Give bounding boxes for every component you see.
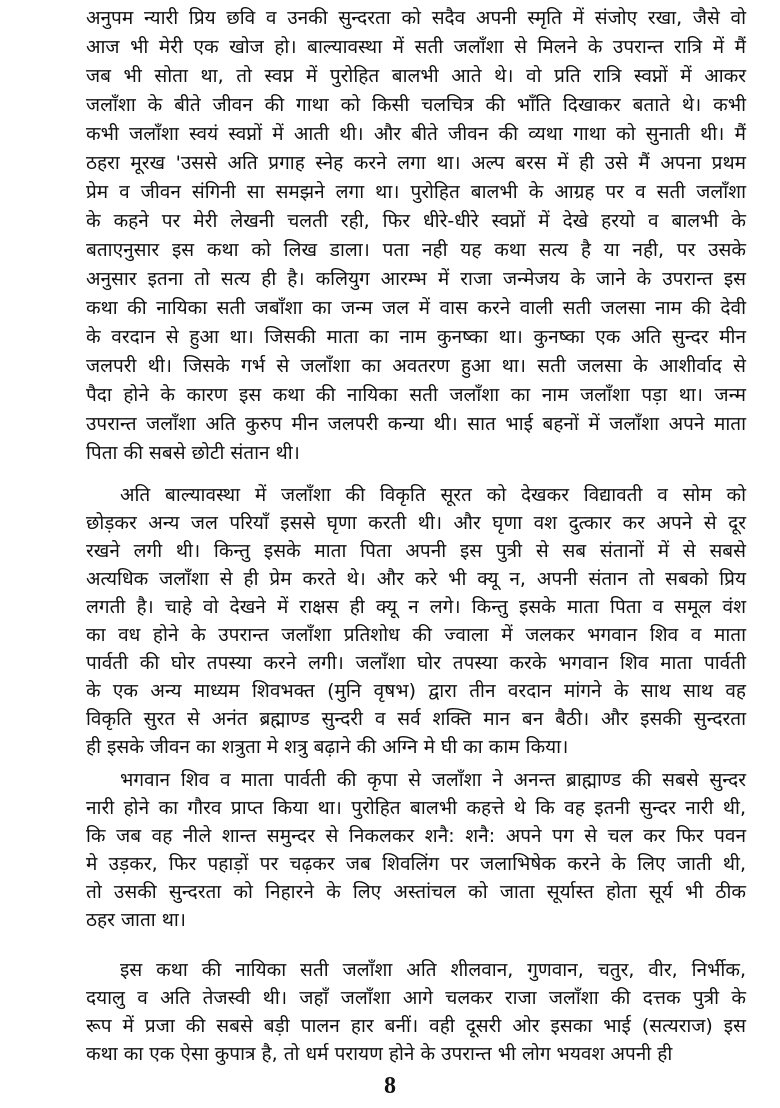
text-line: पैदा होने के कारण इस कथा की नायिका सती जलाँशा का नाम जलाँशा पड़ा था। जन्म	[86, 384, 746, 406]
text-line: कथा की नायिका सती जबाँशा का जन्म जल में वास करने वाली सती जलसा नाम की देवी	[86, 297, 746, 319]
text-line: के वरदान से हुआ था। जिसकी माता का नाम कुनष्का था। कुनष्का एक अति सुन्दर मीन	[86, 326, 746, 348]
paragraph-2	[86, 481, 746, 761]
text-line: भगवान शिव व माता पार्वती की कृपा से जलाँशा ने अनन्त ब्राह्माण्ड की सबसे सुन्दर	[120, 769, 746, 791]
text-line: रखने लगी थी। किन्तु इसके माता पिता अपनी इस पुत्री से सब संतानों में से सबसे	[86, 540, 746, 562]
paragraph-1	[86, 4, 746, 468]
text-line: अनुसार इतना तो सत्य ही है। कलियुग आरम्भ में राजा जन्मेजय के जाने के उपरान्त इस	[86, 268, 746, 290]
text-line: दयालु व अति तेजस्वी थी। जहाँ जलाँशा आगे चलकर राजा जलाँशा की दत्तक पुत्री के	[86, 987, 746, 1009]
text-line: कथा का एक ऐसा कुपात्र है, तो धर्म परायण होने के उपरान्त भी लोग भयवश अपनी ही	[86, 1043, 673, 1065]
text-line: के कहने पर मेरी लेखनी चलती रही, फिर धीरे-धीरे स्वप्नों में देखे हरयो व बालभी के	[86, 210, 746, 232]
paragraph-3	[86, 766, 746, 934]
text-line: विकृति सुरत से अनंत ब्रह्माण्ड सुन्दरी व सर्व शक्ति मान बन बैठी। और इसकी सुन्दरता	[86, 708, 746, 730]
text-line: पार्वती की घोर तपस्या करने लगी। जलाँशा घोर तपस्या करके भगवान शिव माता पार्वती	[86, 652, 746, 674]
text-line: इस कथा की नायिका सती जलाँशा अति शीलवान, गुणवान, चतुर, वीर, निर्भीक,	[120, 959, 746, 981]
text-line: आज भी मेरी एक खोज हो। बाल्यावस्था में सती जलाँशा से मिलने के उपरान्त रात्रि में मैं	[86, 36, 746, 58]
text-line: मे उड़कर, फिर पहाड़ों पर चढ़कर जब शिवलिंग पर जलाभिषेक करने के लिए जाती थी,	[86, 853, 746, 875]
text-line: जलपरी थी। जिसके गर्भ से जलाँशा का अवतरण हुआ था। सती जलसा के आशीर्वाद से	[86, 355, 746, 377]
text-line: जलाँशा के बीते जीवन की गाथा को किसी चलचित्र की भाँति दिखाकर बताते थे। कभी	[86, 94, 746, 116]
text-line: अति बाल्यावस्था में जलाँशा की विकृति सूरत को देखकर विद्यावती व सोम को	[120, 484, 746, 506]
text-line: ठहर जाता था।	[86, 909, 187, 931]
text-line: लगती है। चाहे वो देखने में राक्षस ही क्यू न लगे। किन्तु इसके माता पिता व समूल वंश	[86, 596, 746, 618]
text-line: जब भी सोता था, तो स्वप्न में पुरोहित बालभी आते थे। वो प्रति रात्रि स्वप्नों में आकर	[86, 65, 746, 87]
text-line: का वध होने के उपरान्त जलाँशा प्रतिशोध की ज्वाला में जलकर भगवान शिव व माता	[86, 624, 746, 646]
text-line: उपरान्त जलाँशा अति कुरुप मीन जलपरी कन्या थी। सात भाई बहनों में जलाँशा अपने माता	[86, 413, 746, 435]
paragraph-4	[86, 956, 746, 1068]
text-line: अत्यधिक जलाँशा से ही प्रेम करते थे। और करे भी क्यू न, अपनी संतान तो सबको प्रिय	[86, 568, 746, 590]
text-line: कभी जलाँशा स्वयं स्वप्नों में आती थी। और बीते जीवन की व्यथा गाथा को सुनाती थी। मैं	[86, 123, 746, 145]
text-line: बताएनुसार इस कथा को लिख डाला। पता नही यह कथा सत्य है या नही, पर उसके	[86, 239, 746, 261]
text-line: तो उसकी सुन्दरता को निहारने के लिए अस्तांचल को जाता सूर्यास्त होता सूर्य भी ठीक	[86, 881, 746, 903]
text-line: पिता की सबसे छोटी संतान थी।	[86, 442, 300, 464]
text-line: ठहरा मूरख 'उससे अति प्रगाह स्नेह करने लगा था। अल्प बरस में ही उसे मैं अपना प्रथम	[86, 152, 746, 174]
text-line: अनुपम न्यारी प्रिय छवि व उनकी सुन्दरता को सदैव अपनी स्मृति में संजोए रखा, जैसे वो	[86, 7, 746, 29]
page-number: 8	[384, 1073, 396, 1099]
text-line: ही इसके जीवन का शत्रुता मे शत्रु बढ़ाने की अग्नि मे घी का काम किया।	[86, 736, 569, 758]
text-line: रूप में प्रजा की सबसे बड़ी पालन हार बनीं। वही दूसरी ओर इसका भाई (सत्यराज) इस	[86, 1015, 746, 1037]
text-line: प्रेम व जीवन संगिनी सा समझने लगा था। पुरोहित बालभी के आग्रह पर व सती जलाँशा	[86, 181, 746, 203]
text-line: कि जब वह नीले शान्त समुन्दर से निकलकर शनै: शनै: अपने पग से चल कर फिर पवन	[86, 825, 746, 847]
text-line: छोड़कर अन्य जल परियाँ इससे घृणा करती थी। और घृणा वश दुत्कार कर अपने से दूर	[86, 512, 746, 534]
text-line: के एक अन्य माध्यम शिवभक्त (मुनि वृषभ) द्वारा तीन वरदान मांगने के साथ साथ वह	[86, 680, 746, 702]
text-line: नारी होने का गौरव प्राप्त किया था। पुरोहित बालभी कहत्ते थे कि वह इतनी सुन्दर नारी थी,	[86, 797, 746, 819]
